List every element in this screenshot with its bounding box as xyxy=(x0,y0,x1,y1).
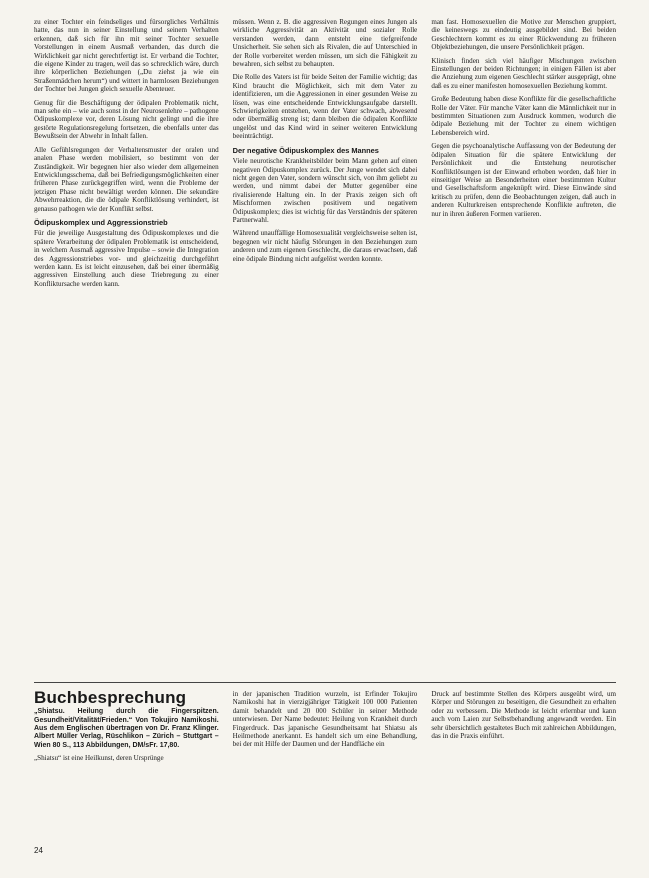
paragraph: Während unauffällige Homosexualität vergleichsweise selten ist, begegnen wir nicht häufig Störungen in den Beziehungen zum anderen und zum eigenen Geschlecht, die daraus erwachsen, daß eine ödipale Bindung nicht aufgelöst werden konnte. xyxy=(232,229,418,263)
article-column-2 xyxy=(233,18,418,680)
book-info: „Shiatsu. Heilung durch die Fingerspitzen. Gesundheit/Vitalität/Frieden.“ Von Tokujiro Namikoshi. Aus dem Englischen übertragen von Dr. Franz Klinger. Albert Müller Verlag, Rüschlikon – Zürich – Stuttgart – Wien 80 S., 113 Abbildungen, DM/sFr. 17,80. xyxy=(34,708,219,749)
paragraph: Für die jeweilige Ausgestaltung des Ödipuskomplexes und die spätere Verarbeitung der ödipalen Problematik ist entscheidend, in welchem Ausmaß aggressive Impulse – sowie die Integration des Aggressionstriebes vor- und gleichzeitig durchgeführt werden kann. Es ist leicht einzusehen, daß bei einer übermäßig aggressiven Einstellung auch diese Triebregung zu einer Konfliktursache werden kann. xyxy=(34,229,219,288)
paragraph: Alle Gefühlsregungen der Verhaltensmuster der oralen und analen Phase werden mobilisiert, so bestimmt von der Zuständigkeit. Wir begegnen hier also wieder dem allgemeinen Entwicklungsschema, daß bei Befriedigungsmöglichkeiten einer früheren Phase zurückgegriffen wird, wenn die Probleme der jetzigen Phase nicht bewältigt werden können. Die sekundäre Abwehrreaktion, die die ödipale Konfliktlösung verhindert, ist genauso pathogen wie der Konflikt selbst. xyxy=(34,145,219,213)
article-column-1 xyxy=(34,18,219,680)
paragraph: müssen. Wenn z. B. die aggressiven Regungen eines Jungen als wirkliche Aggressivität an Aktivität und sozialer Rolle verstanden werden, dann entsteht eine tiefgreifende Unsicherheit. Sie sehen sich als Rivalen, die auf Unterschied in der Rolle vorbereitet werden müssen, um sich die Fähigkeit zu bewahren, sich selbst zu behaupten. xyxy=(232,18,418,69)
paragraph: zu einer Tochter ein feindseliges und fürsorgliches Verhältnis hatte, das nun in seiner Einstellung und seinem Verhalten erkennen, daß sich für ihn mit seiner Tochter sexuelle Vorstellungen in einem Ausmaß verbanden, das durch die Wirklichkeit gar nicht gerechtfertigt ist. Er verband die Tochter, die eigene Kinder zu tragen, weil das so schrecklich wäre, durch ihre körperlichen Beziehungen („Du ziehst ja wie ein Straßenmädchen herum“) und wittert in harmlosen Beziehungen der Tochter bei Jungen gleich sexuelle Abenteuer. xyxy=(34,18,219,94)
review-column-2 xyxy=(233,690,418,840)
section-heading: Ödipuskomplex und Aggressionstrieb xyxy=(34,217,168,227)
paragraph: Genug für die Beschäftigung der ödipalen Problematik nicht, man sehe ein – wie auch sonst in der Neurosenlehre – pathogene Ödipuskomplexe vor, deren Lösung nicht gelingt und die ihre gestörte Regulationsregelung fortsetzen, die ebenfalls unter das Bewußtsein der Abwehr in Inhalt fallen. xyxy=(34,98,219,141)
paragraph: Viele neurotische Krankheitsbilder beim Mann gehen auf einen negativen Ödipuskomplex zurück. Der Junge wendet sich dabei nicht gegen den Vater, sondern wünscht sich, von ihm geliebt zu werden, und nimmt dabei der Mutter gegenüber eine rivalisierende Haltung ein. In der Praxis zeigen sich oft Mischformen zwischen positivem und negativem Ödipuskomplex; dies ist wichtig für das Verständnis der späteren Partnerwahl. xyxy=(232,157,418,224)
article-column-3 xyxy=(431,18,616,680)
section-divider xyxy=(34,682,616,683)
review-heading: Buchbesprechung xyxy=(34,690,187,707)
article-body xyxy=(34,18,616,680)
review-column-1 xyxy=(34,690,219,840)
paragraph: man fast. Homosexuellen die Motive zur Menschen gruppiert, die keineswegs zu eindeutig ausgebildet sind. Bei beiden Geschlechtern kommt es zu einer Rückwendung zu früheren Objektbeziehungen, die unsere Persönlichkeit prägen. xyxy=(431,18,617,52)
paragraph: Die Rolle des Vaters ist für beide Seiten der Familie wichtig; das Kind braucht die Möglichkeit, sich mit dem Vater zu identifizieren, um die Aggressionen in einer gesunden Weise zu lösen, was eine entscheidende Entwicklungsaufgabe darstellt. Schwierigkeiten entstehen, wenn der Vater schwach, abwesend oder übermäßig streng ist; dann bleiben die ödipalen Konflikte ungelöst und das Kind wird in seiner weiteren Entwicklung beeinträchtigt. xyxy=(232,73,418,141)
paragraph: in der japanischen Tradition wurzeln, ist Erfinder Tokujiro Namikoshi hat in vierzigjähriger Tätigkeit 100 000 Patienten damit behandelt und 20 000 Schüler in seiner Methode unterwiesen. Der Name bedeutet: Heilung von Krankheit durch Fingerdruck. Das japanische Gesundheitsamt hat Shiatsu als Heilmethode anerkannt. Es handelt sich um eine Behandlung, bei der mit Hilfe der Daumen und der Handfläche ein xyxy=(232,690,418,749)
page-number: 24 xyxy=(34,846,43,855)
paragraph: Große Bedeutung haben diese Konflikte für die gesellschaftliche Rolle der Väter. Für manche Väter kann die Männlichkeit nur in bestimmten Situationen zum Ausdruck kommen, wodurch die ödipale Beziehung mit der Tochter zu einem wichtigen Lebensbereich wird. xyxy=(431,95,617,137)
paragraph: Druck auf bestimmte Stellen des Körpers ausgeübt wird, um Körper und Störungen zu beseitigen, die Gesundheit zu erhalten oder zu verbessern. Die Methode ist leicht erlernbar und kann auch vom Laien zur Selbstbehandlung angewandt werden. Ein sehr übersichtlich gestaltetes Buch mit zahlreichen Abbildungen, das in die Praxis einführt. xyxy=(431,690,617,741)
section-heading: Der negative Ödipuskomplex des Mannes xyxy=(232,145,379,155)
paragraph: Gegen die psychoanalytische Auffassung von der Bedeutung der ödipalen Situation für die spätere Entwicklung der Persönlichkeit und die Entstehung neurotischer Konfliktlösungen ist der Einwand erhoben worden, daß hier in einseitiger Weise an Besonderheiten einer bestimmten Kultur und Gesellschaftsform angeknüpft wird. Diese Einwände sind kritisch zu prüfen, denn die Beobachtungen zeigen, daß auch in anderen Kulturkreisen entsprechende Konflikte auftreten, die nur in ihren äußeren Formen variieren. xyxy=(431,142,617,218)
review-column-3 xyxy=(431,690,616,840)
paragraph: „Shiatsu“ ist eine Heilkunst, deren Ursprünge xyxy=(34,753,164,762)
paragraph: Klinisch finden sich viel häufiger Mischungen zwischen Einstellungen der beiden Richtungen; in einigen Fällen ist aber die Anziehung zum eigenen Geschlecht stärker ausgeprägt, ohne daß es zu einer manifesten homosexuellen Beziehung kommt. xyxy=(431,56,617,90)
book-review xyxy=(34,690,616,840)
